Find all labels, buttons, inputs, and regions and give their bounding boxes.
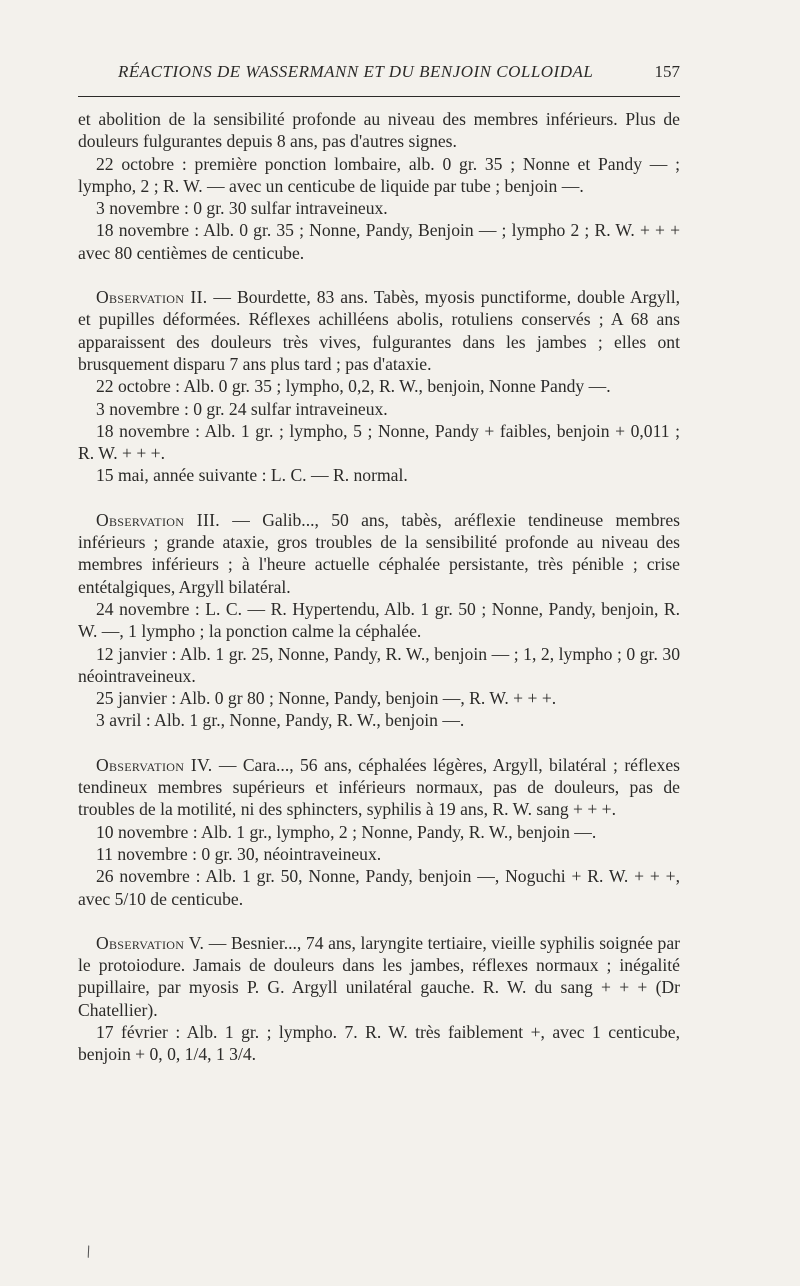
observation-text: — Besnier..., 74 ans, laryngite tertiaire, vieille syphilis soignée par le protoiodure. Jamais de douleurs dans les jambes, réflexes normaux ; inégalité pupillaire, par myosis P. G. Argyll unilatéral gauche. R. W. du sang + + + (Dr Chatellier).: [78, 932, 680, 1020]
paragraph: 15 mai, année suivante : L. C. — R. normal.: [96, 465, 408, 486]
observation-text: — Galib..., 50 ans, tabès, aréflexie tendineuse membres inférieurs ; grande ataxie, gros troubles de la sensibilité profonde au niveau des membres inférieurs ; à l'heure actuelle céphalée persistante, très pénible ; crise entétalgiques, Argyll bilatéral.: [78, 509, 681, 597]
paragraph: 26 novembre : Alb. 1 gr. 50, Nonne, Pandy, benjoin —, Noguchi + R. W. + + +, avec 5/10 de centicube.: [78, 866, 680, 909]
paragraph: 12 janvier : Alb. 1 gr. 25, Nonne, Pandy, R. W., benjoin — ; 1, 2, lympho ; 0 gr. 30 néointraveineux.: [78, 643, 680, 686]
paragraph: 18 novembre : Alb. 1 gr. ; lympho, 5 ; Nonne, Pandy + faibles, benjoin + 0,011 ; R. W. + + +.: [78, 420, 680, 464]
page-header: [78, 62, 680, 96]
observation-iv: [78, 754, 680, 910]
running-title: RÉACTIONS DE WASSERMANN ET DU BENJOIN COLLOIDAL: [118, 62, 594, 81]
observation-v: [78, 932, 680, 1066]
body-text: [78, 108, 680, 1066]
observation-label: Observation IV.: [96, 754, 213, 775]
observation-intro: [78, 286, 680, 375]
paragraph: 3 novembre : 0 gr. 24 sulfar intraveineux.: [96, 398, 388, 419]
observation-label: Observation III.: [96, 509, 220, 530]
paragraph: 22 octobre : première ponction lombaire, alb. 0 gr. 35 ; Nonne et Pandy — ; lympho, 2 ; R. W. — avec un centicube de liquide par tube ; benjoin —.: [78, 153, 680, 196]
page-number: 157: [654, 62, 680, 81]
paragraph: 10 novembre : Alb. 1 gr., lympho, 2 ; Nonne, Pandy, R. W., benjoin —.: [96, 821, 597, 842]
paragraph: et abolition de la sensibilité profonde au niveau des membres inférieurs. Plus de douleurs fulgurantes depuis 8 ans, pas d'autres signes.: [78, 109, 680, 152]
observation-label: Observation V.: [96, 932, 205, 953]
header-rule: [78, 96, 680, 97]
paragraph: 18 novembre : Alb. 0 gr. 35 ; Nonne, Pandy, Benjoin — ; lympho 2 ; R. W. + + + avec 80 centièmes de centicube.: [78, 220, 680, 263]
observation-i-continuation: [78, 108, 680, 264]
paragraph: 11 novembre : 0 gr. 30, néointraveineux.: [96, 843, 382, 864]
paragraph: 3 novembre : 0 gr. 30 sulfar intraveineux.: [96, 198, 388, 219]
observation-intro: [78, 932, 680, 1021]
observation-intro: [78, 754, 680, 821]
observation-intro: [78, 509, 680, 598]
observation-text: — Bourdette, 83 ans. Tabès, myosis punctiforme, double Argyll, et pupilles déformées. Réflexes achilléens abolis, rotuliens conservés ; A 68 ans apparaissent des douleurs très vives, fulgurantes dans les jambes ; elles ont brusquement disparu 7 ans plus tard ; pas d'ataxie.: [78, 287, 680, 374]
stray-ink-mark: \: [83, 1243, 94, 1261]
paragraph: 22 octobre : Alb. 0 gr. 35 ; lympho, 0,2, R. W., benjoin, Nonne Pandy —.: [96, 376, 611, 397]
paragraph: 3 avril : Alb. 1 gr., Nonne, Pandy, R. W., benjoin —.: [96, 710, 465, 731]
paragraph: 25 janvier : Alb. 0 gr 80 ; Nonne, Pandy, benjoin —, R. W. + + +.: [96, 688, 557, 709]
observation-ii: [78, 286, 680, 487]
paragraph: 24 novembre : L. C. — R. Hypertendu, Alb. 1 gr. 50 ; Nonne, Pandy, benjoin, R. W. —, 1 lympho ; la ponction calme la céphalée.: [78, 598, 680, 642]
observation-label: Observation II.: [96, 287, 208, 308]
observation-text: — Cara..., 56 ans, céphalées légères, Argyll, bilatéral ; réflexes tendineux membres supérieurs et inférieurs normaux, pas de douleurs, pas de troubles de la motilité, ni des sphincters, syphilis à 19 ans, R. W. sang + + +.: [78, 754, 680, 820]
observation-iii: [78, 509, 680, 732]
paragraph: 17 février : Alb. 1 gr. ; lympho. 7. R. W. très faiblement +, avec 1 centicube, benjoin + 0, 0, 1/4, 1 3/4.: [78, 1021, 680, 1065]
